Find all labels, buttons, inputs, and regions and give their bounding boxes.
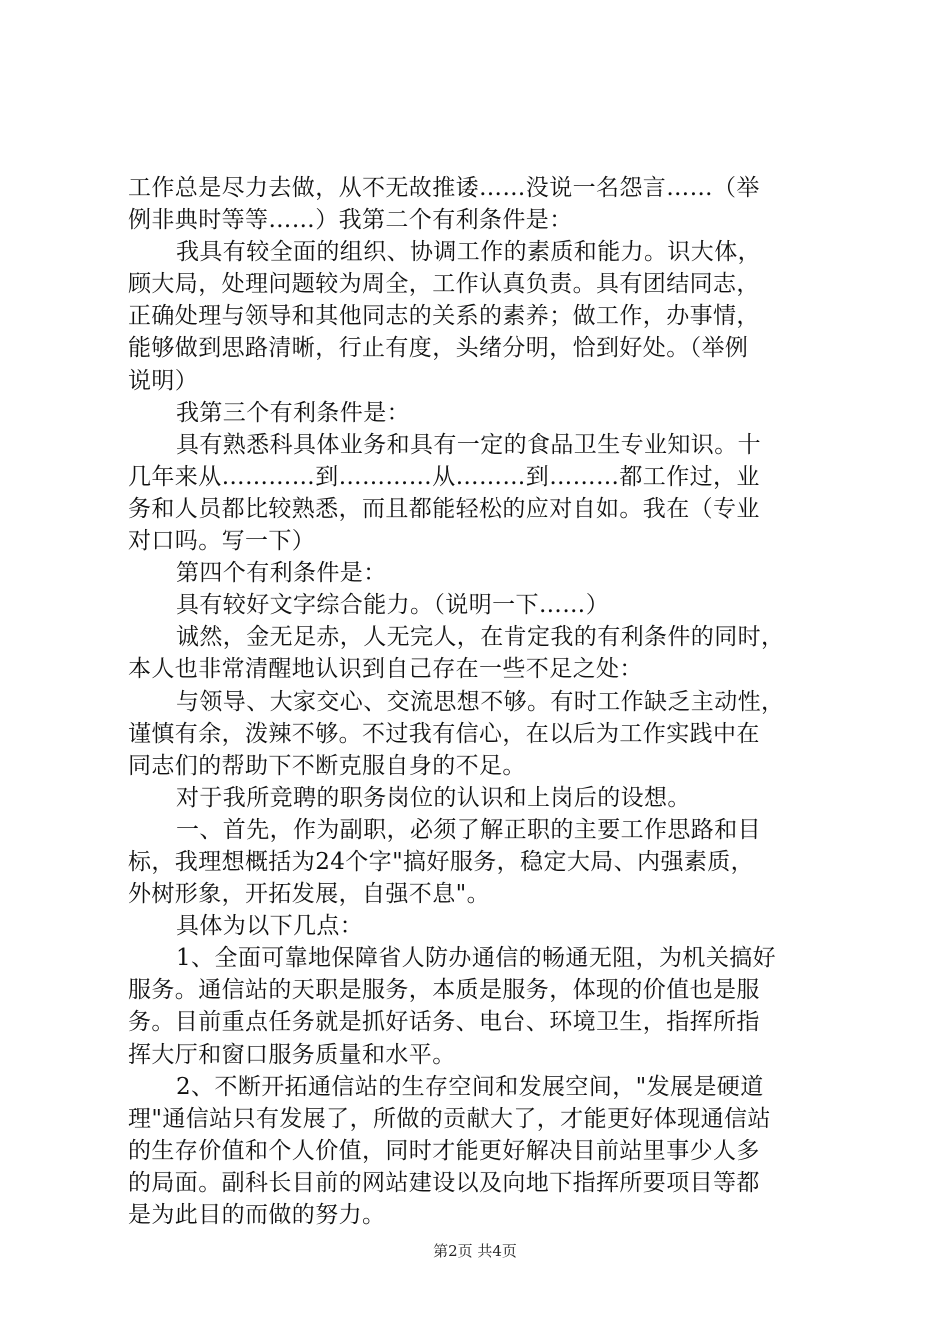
text-line: 外树形象，开拓发展，自强不息"。 bbox=[128, 881, 490, 908]
text-line: 是为此目的而做的努力。 bbox=[128, 1202, 386, 1228]
page-footer: 第2页 共4页 bbox=[433, 1242, 517, 1260]
text-line: 能够做到思路清晰，行止有度，头绪分明，恰到好处。（举例 bbox=[128, 335, 749, 362]
text-line: 标，我理想概括为24个字"搞好服务，稳定大局、内强素质， bbox=[128, 848, 755, 875]
text-line: 工作总是尽力去做，从不无故推诿……没说一名怨言……（举 bbox=[128, 175, 760, 201]
text-line: 挥大厅和窗口服务质量和水平。 bbox=[128, 1041, 456, 1068]
text-line: 同志们的帮助下不断克服自身的不足。 bbox=[128, 752, 526, 779]
text-line: 具体为以下几点： bbox=[176, 913, 364, 940]
text-line: 的局面。副科长目前的网站建设以及向地下指挥所要项目等都 bbox=[128, 1169, 760, 1196]
text-line: 对口吗。写一下） bbox=[128, 528, 316, 555]
text-line: 本人也非常清醒地认识到自己存在一些不足之处： bbox=[128, 656, 643, 683]
text-line: 务。目前重点任务就是抓好话务、电台、环境卫生，指挥所指 bbox=[128, 1009, 760, 1036]
text-line: 我具有较全面的组织、协调工作的素质和能力。识大体， bbox=[176, 239, 761, 266]
text-line: 一、首先，作为副职，必须了解正职的主要工作思路和目 bbox=[176, 816, 761, 843]
text-line: 服务。通信站的天职是服务，本质是服务，体现的价值也是服 bbox=[128, 977, 760, 1004]
document-body bbox=[128, 172, 833, 1231]
text-line: 具有熟悉科具体业务和具有一定的食品卫生专业知识。十 bbox=[176, 431, 761, 458]
text-line: 2、不断开拓通信站的生存空间和发展空间，"发展是硬道 bbox=[176, 1073, 764, 1100]
text-line: 具有较好文字综合能力。（说明一下……） bbox=[176, 592, 610, 619]
text-line: 诚然，金无足赤，人无完人，在肯定我的有利条件的同时， bbox=[176, 624, 785, 651]
text-line: 我第三个有利条件是： bbox=[176, 399, 410, 426]
text-line: 理"通信站只有发展了，所做的贡献大了，才能更好体现通信站 bbox=[128, 1105, 771, 1132]
text-line: 几年来从…………到…………从………到………都工作过，业 bbox=[128, 463, 760, 490]
text-line: 务和人员都比较熟悉，而且都能轻松的应对自如。我在（专业 bbox=[128, 495, 760, 522]
text-line: 例非典时等等……）我第二个有利条件是： bbox=[128, 207, 573, 234]
text-line: 正确处理与领导和其他同志的关系的素养；做工作，办事情， bbox=[128, 303, 760, 330]
text-line: 1、全面可靠地保障省人防办通信的畅通无阻，为机关搞好 bbox=[176, 945, 777, 972]
text-line: 的生存价值和个人价值，同时才能更好解决目前站里事少人多 bbox=[128, 1137, 760, 1164]
text-line: 第四个有利条件是： bbox=[176, 560, 387, 587]
text-line: 顾大局，处理问题较为周全，工作认真负责。具有团结同志， bbox=[128, 271, 760, 298]
text-line: 对于我所竞聘的职务岗位的认识和上岗后的设想。 bbox=[176, 784, 691, 811]
text-line: 说明） bbox=[128, 367, 199, 394]
text-line: 与领导、大家交心、交流思想不够。有时工作缺乏主动性， bbox=[176, 688, 785, 715]
text-line: 谨慎有余，泼辣不够。不过我有信心，在以后为工作实践中在 bbox=[128, 720, 760, 747]
